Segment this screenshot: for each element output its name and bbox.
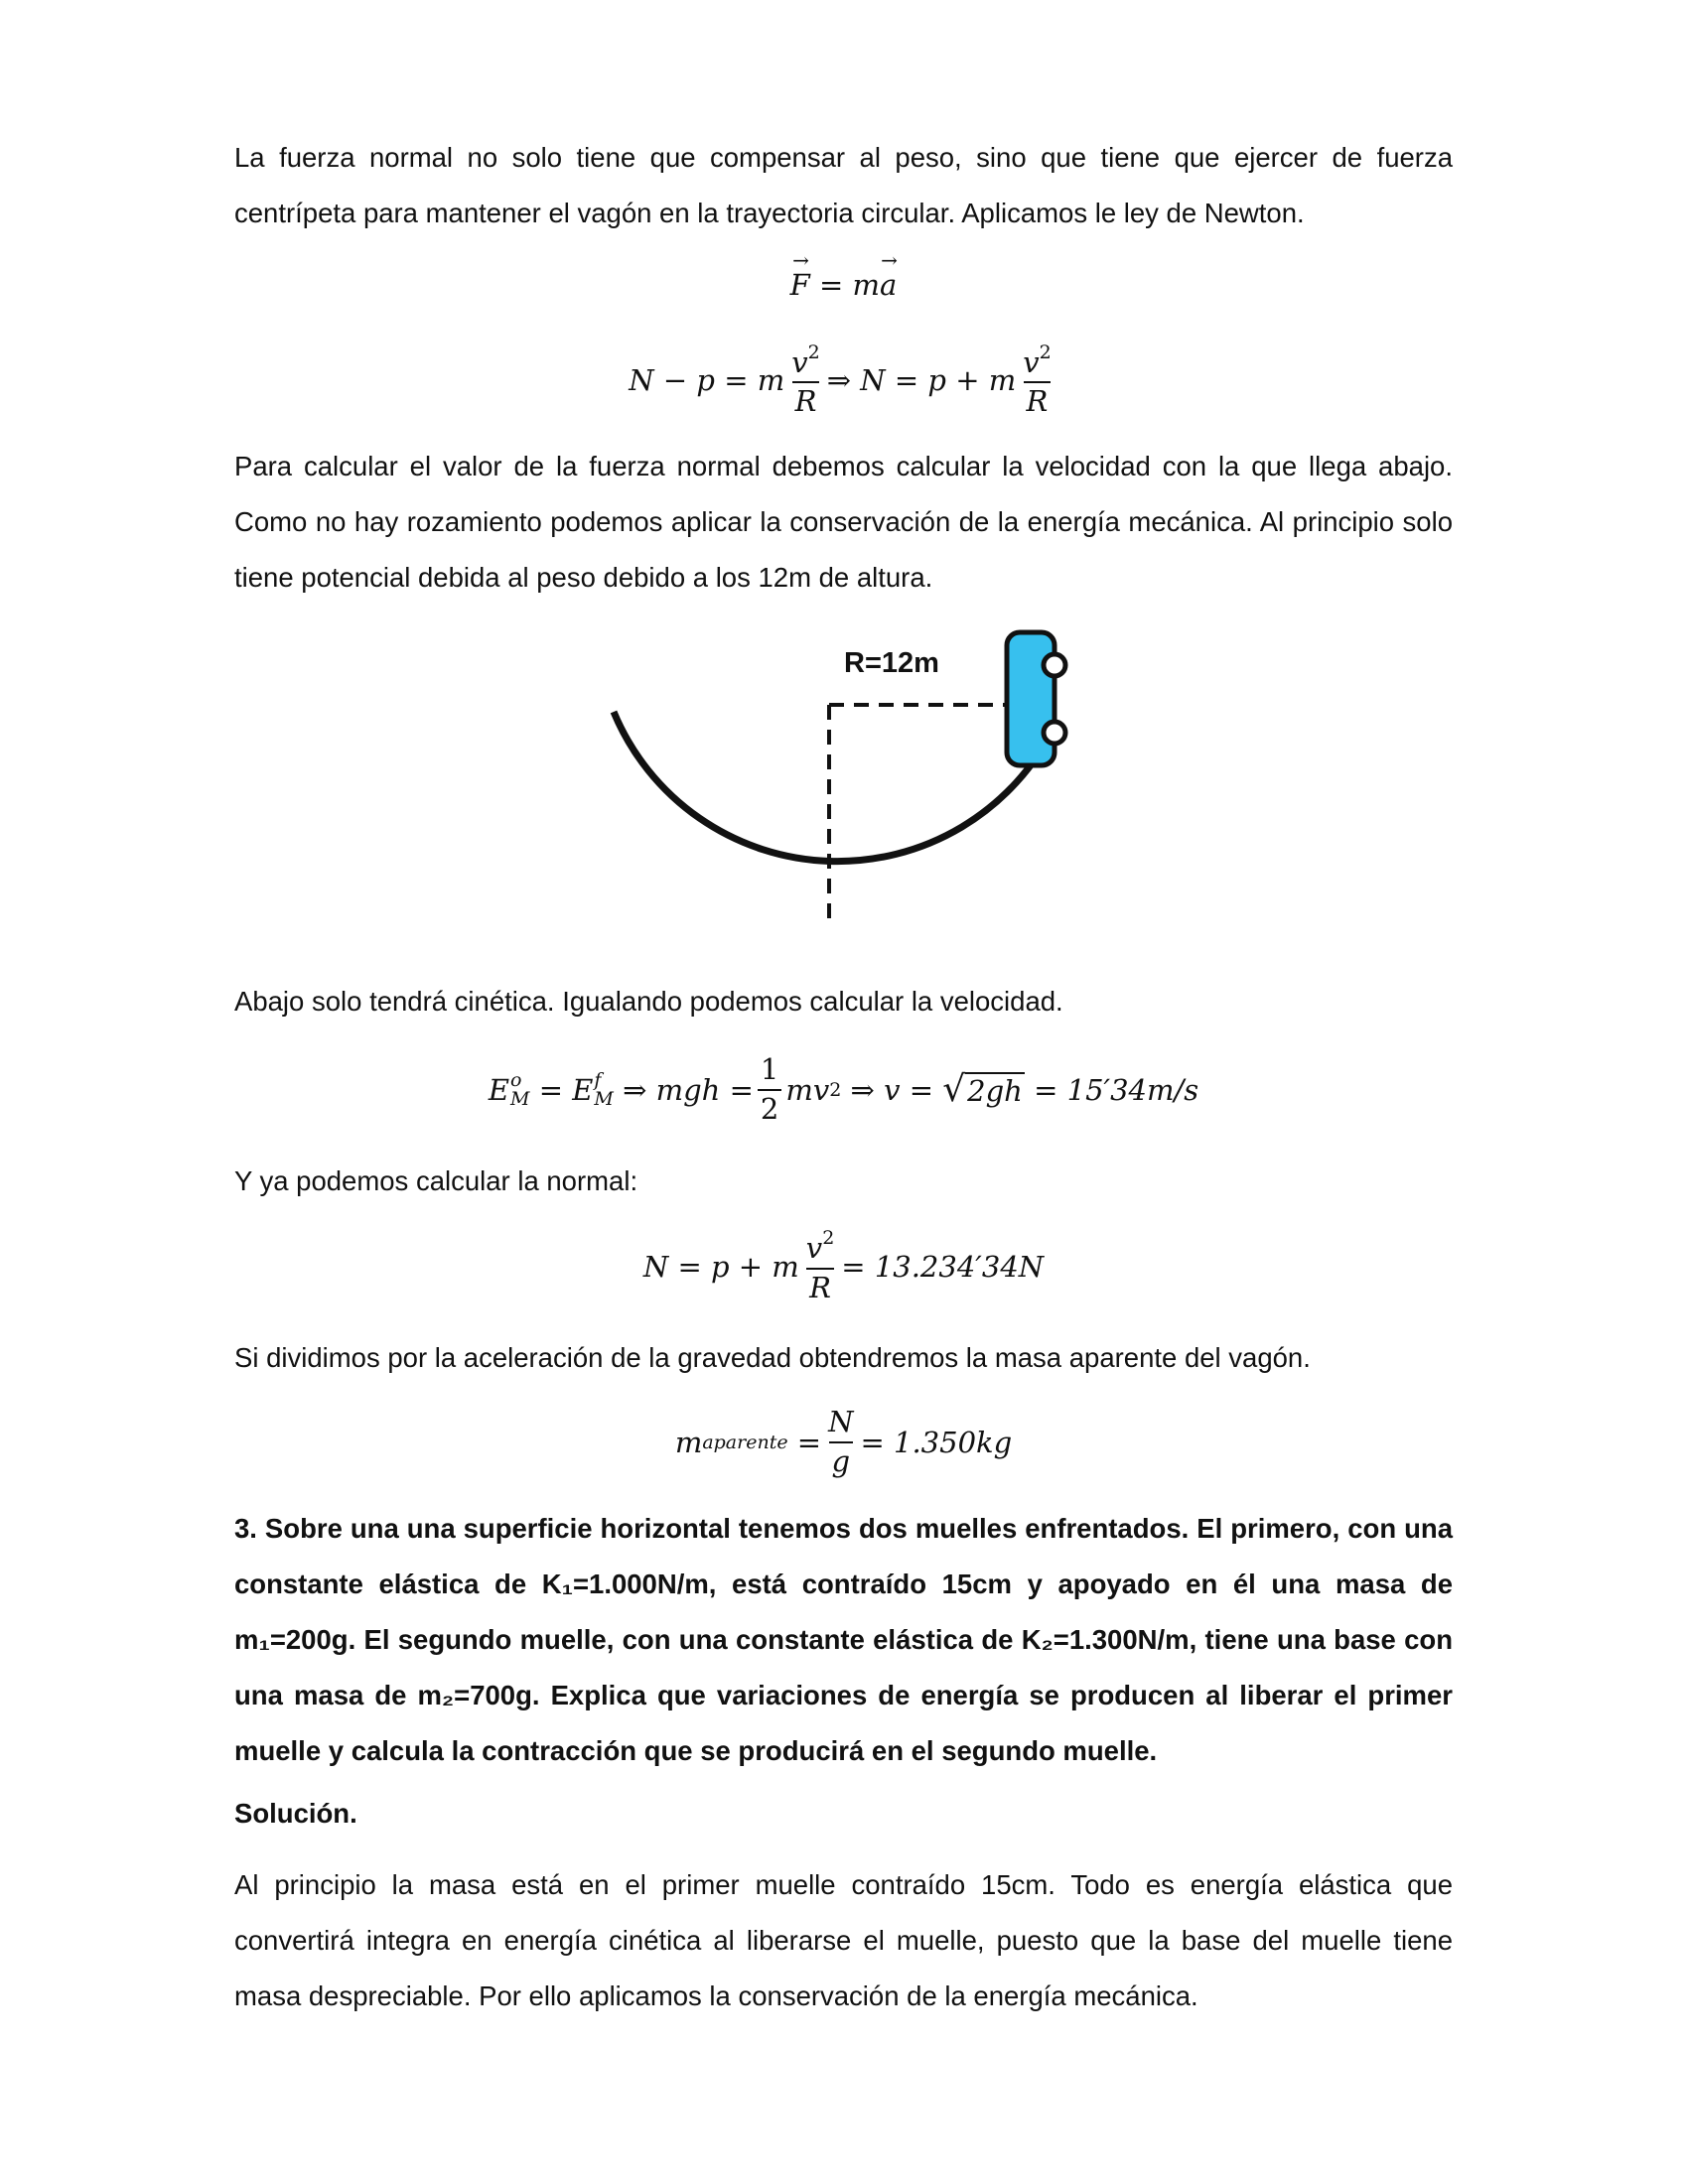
paragraph-energy-conservation: Para calcular el valor de la fuerza normal debemos calcular la velocidad con la que llega abajo. Como no hay rozamiento podemos aplicar la conservación de la energía mecánica. Al principio solo tiene potencial debida al peso debido a los 12m de altura. bbox=[234, 451, 1453, 593]
apparent-mass-result: 1.350kg bbox=[894, 1425, 1013, 1459]
wagon bbox=[1007, 632, 1055, 765]
solution-heading: Solución. bbox=[234, 1798, 357, 1829]
equation-newton-law: → F = m → a bbox=[234, 260, 1453, 310]
equation-normal-value: N = p + m $\frac{v^2}{R}$ = 13.234′34N bbox=[642, 1227, 1045, 1304]
equation-velocity: E o M = E f M ⇒ mgh = $\frac{1}{2}$ mv 2 ⇒ v = √ 2gh = 15′34m/s bbox=[488, 1052, 1199, 1126]
wagon-upper-wheel bbox=[1044, 654, 1065, 676]
equation-normal-force: N − p = m $\frac{v^2}{R}$ ⇒ N = p + m $\frac{v^2}{R}$ bbox=[629, 341, 1052, 418]
velocity-result: 15′34m/s bbox=[1066, 1072, 1199, 1107]
paragraph-compute-normal: Y ya podemos calcular la normal: bbox=[234, 1165, 638, 1196]
radius-label: R=12m bbox=[844, 647, 939, 679]
equation-apparent-mass: m aparente = $\frac{N}{g}$ = 1.350kg bbox=[674, 1405, 1013, 1478]
paragraph-normal-force: La fuerza normal no solo tiene que compensar al peso, sino que tiene que ejercer de fuerza centrípeta para mantener el vagón en la trayectoria circular. Aplicamos le ley de Newton. bbox=[234, 142, 1453, 228]
normal-result: 13.234′34N bbox=[874, 1249, 1045, 1284]
circular-track bbox=[614, 712, 1055, 862]
wagon-lower-wheel bbox=[1044, 722, 1065, 744]
paragraph-apparent-mass: Si dividimos por la aceleración de la gravedad obtendremos la masa aparente del vagón. bbox=[234, 1342, 1311, 1373]
paragraph-kinetic-bottom: Abajo solo tendrá cinética. Igualando podemos calcular la velocidad. bbox=[234, 986, 1063, 1017]
problem-3-statement: 3. Sobre una una superficie horizontal tenemos dos muelles enfrentados. El primero, con una constante elástica de K₁=1.000N/m, está contraído 15cm y apoyado en él una masa de m₁=200g. El segundo muelle, con una constante elástica de K₂=1.300N/m, tiene una base con una masa de m₂=700g. Explica que variaciones de energía se producen al liberar el primer muelle y calcula la contracción que se producirá en el segundo muelle. bbox=[234, 1513, 1453, 1766]
paragraph-solution: Al principio la masa está en el primer muelle contraído 15cm. Todo es energía elástica que convertirá integra en energía cinética al liberarse el muelle, puesto que la base del muelle tiene masa despreciable. Por ello aplicamos la conservación de la energía mecánica. bbox=[234, 1869, 1453, 2011]
semicircle-track-diagram bbox=[596, 625, 1092, 953]
apparent-subscript: aparente bbox=[702, 1431, 788, 1453]
